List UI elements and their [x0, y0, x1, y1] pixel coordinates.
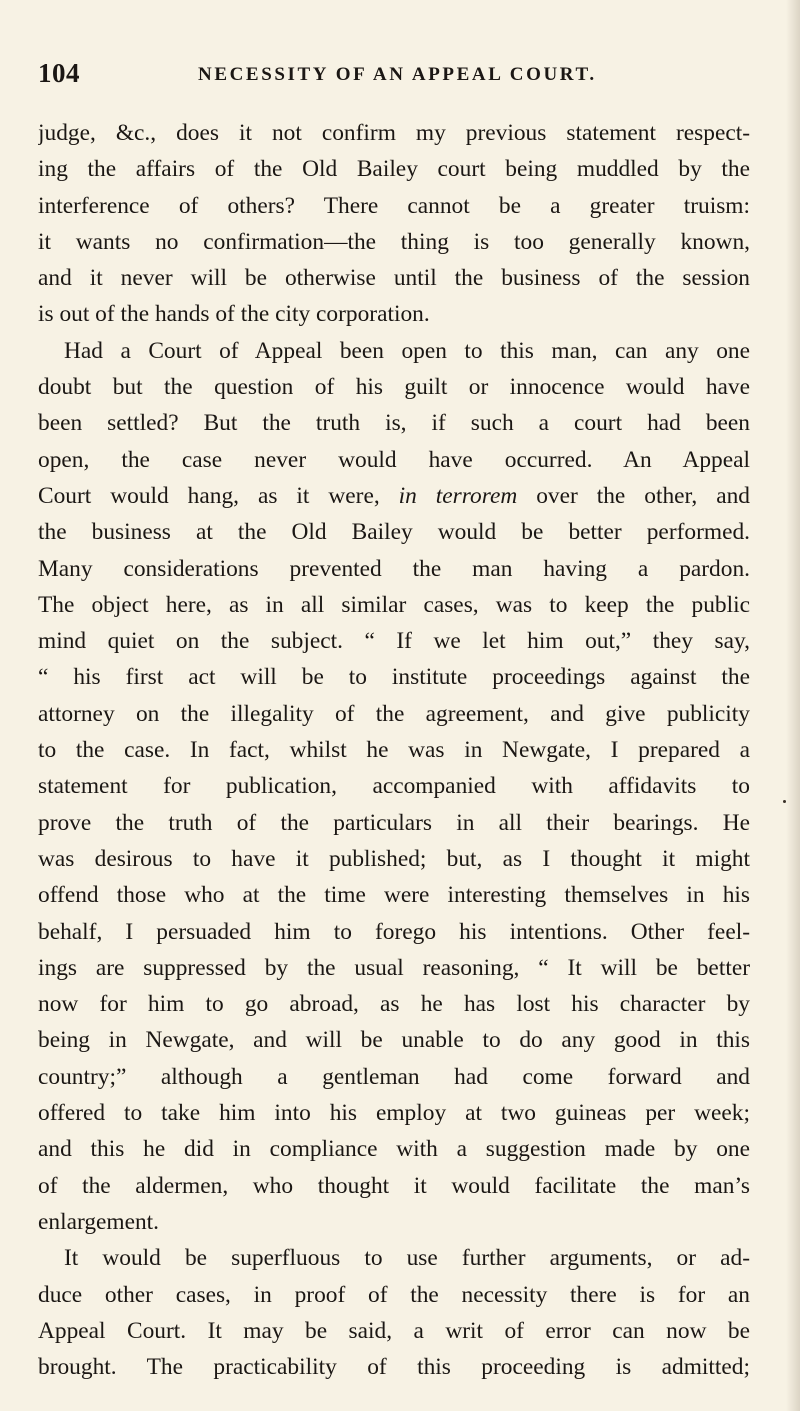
text-line: country;” although a gentleman had come forward and [38, 1063, 750, 1090]
text-line: now for him to go abroad, as he has lost his character by [38, 991, 750, 1018]
text-line: to the case. In fact, whilst he was in Newgate, I prepared a [38, 737, 750, 764]
text-line: mind quiet on the subject. “ If we let him out,” they say, [38, 628, 750, 655]
text-line: offend those who at the time were interesting themselves in his [38, 882, 750, 909]
text-line: enlargement. [38, 1208, 160, 1235]
page-edge-shadow [786, 0, 800, 1411]
text-segment: over the other, and [536, 482, 750, 509]
text-line: offered to take him into his employ at two guineas per week; [38, 1100, 750, 1127]
text-line: duce other cases, in proof of the necessity there is for an [38, 1281, 750, 1308]
text-line: doubt but the question of his guilt or innocence would have [38, 374, 750, 401]
running-title: NECESSITY OF AN APPEAL COURT. [198, 64, 597, 85]
text-line-with-italic [38, 478, 750, 514]
text-line: statement for publication, accompanied with affidavits to [38, 773, 750, 800]
text-line: ings are suppressed by the usual reasoning, “ It will be better [38, 954, 750, 981]
text-line: and it never will be otherwise until the business of the session [38, 265, 750, 292]
text-line: ing the affairs of the Old Bailey court being muddled by the [38, 156, 750, 183]
page-header [38, 58, 750, 90]
text-line: the business at the Old Bailey would be better performed. [38, 519, 750, 546]
text-line: It would be superfluous to use further arguments, or ad- [64, 1245, 750, 1272]
text-line: behalf, I persuaded him to forego his intentions. Other feel- [38, 918, 750, 945]
text-line: The object here, as in all similar cases, was to keep the public [38, 591, 750, 618]
text-line: it wants no confirmation—the thing is too generally known, [38, 228, 750, 255]
text-line: judge, &c., does it not confirm my previous statement respect- [38, 120, 750, 146]
body-text [38, 115, 750, 1385]
text-line: is out of the hands of the city corporation. [38, 301, 430, 328]
ink-speck [783, 800, 786, 803]
text-segment: Court would hang, as it were, [38, 482, 380, 509]
text-line: of the aldermen, who thought it would facilitate the man’s [38, 1172, 750, 1199]
page-number: 104 [38, 58, 80, 88]
text-line: Had a Court of Appeal been open to this man, can any one [64, 337, 750, 364]
text-line: being in Newgate, and will be unable to do any good in this [38, 1027, 750, 1054]
text-line: open, the case never would have occurred. An Appeal [38, 446, 750, 473]
text-line: Many considerations prevented the man having a pardon. [38, 555, 750, 582]
text-line: prove the truth of the particulars in all their bearings. He [38, 809, 750, 836]
text-line: and this he did in compliance with a suggestion made by one [38, 1136, 750, 1163]
text-line: was desirous to have it published; but, as I thought it might [38, 845, 750, 872]
text-line: interference of others? There cannot be a greater truism: [38, 192, 750, 219]
text-line: been settled? But the truth is, if such a court had been [38, 410, 750, 437]
text-line: brought. The practicability of this proceeding is admitted; [38, 1354, 750, 1381]
text-line: Appeal Court. It may be said, a writ of error can now be [38, 1317, 750, 1344]
text-line: attorney on the illegality of the agreement, and give publicity [38, 700, 750, 727]
italic-phrase: in terrorem [398, 482, 518, 509]
text-line: “ his first act will be to institute proceedings against the [38, 664, 750, 691]
